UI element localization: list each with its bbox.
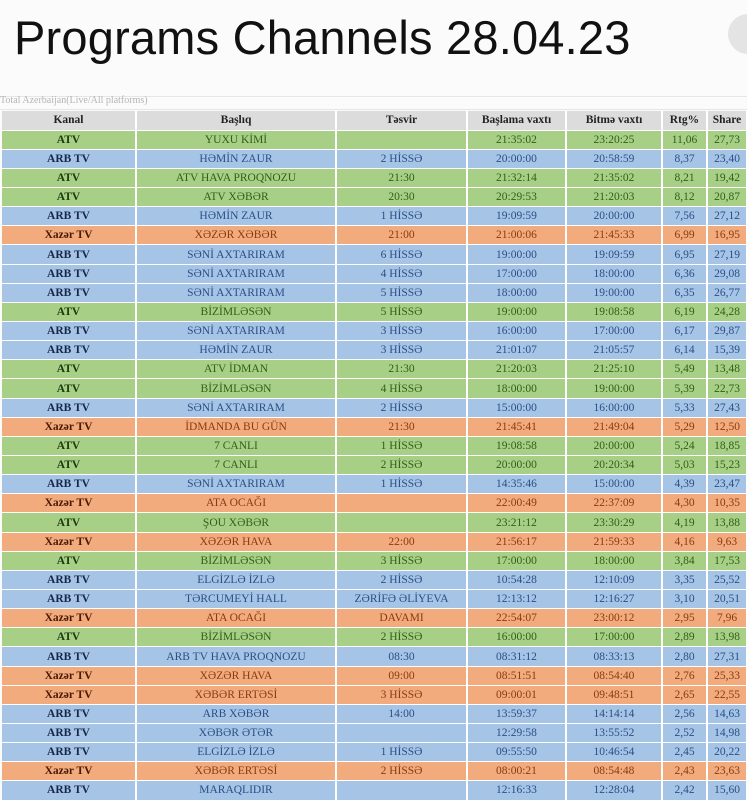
table-row	[2, 149, 747, 168]
cell-start: 20:29:53	[467, 188, 566, 207]
cell-baslq: SƏNİ AXTARIRAM	[136, 264, 336, 283]
cell-kanal: ARB TV	[2, 264, 136, 283]
cell-kanal: ARB TV	[2, 475, 136, 494]
col-header-end: Bitmə vaxtı	[566, 111, 662, 130]
cell-baslq: ELGİZLƏ İZLƏ	[136, 743, 336, 762]
col-header-baslq: Başlıq	[136, 111, 336, 130]
cell-share: 13,88	[707, 513, 747, 532]
cell-baslq: BİZİMLƏSƏN	[136, 628, 336, 647]
cell-start: 14:35:46	[467, 475, 566, 494]
cell-baslq: BİZİMLƏSƏN	[136, 379, 336, 398]
cell-end: 17:00:00	[566, 322, 662, 341]
cell-share: 23,47	[707, 475, 747, 494]
cell-baslq: SƏNİ AXTARIRAM	[136, 283, 336, 302]
cell-start: 17:00:00	[467, 551, 566, 570]
cell-start: 15:00:00	[467, 398, 566, 417]
cell-tesvir: 2 HİSSƏ	[336, 456, 467, 475]
cell-share: 27,19	[707, 245, 747, 264]
cell-end: 20:20:34	[566, 456, 662, 475]
cell-rtg: 3,84	[662, 551, 707, 570]
cell-end: 12:28:04	[566, 781, 662, 800]
cell-kanal: Xazər TV	[2, 685, 136, 704]
cell-baslq: MARAQLIDIR	[136, 781, 336, 800]
cell-end: 10:46:54	[566, 743, 662, 762]
cell-rtg: 5,49	[662, 360, 707, 379]
cell-rtg: 2,43	[662, 762, 707, 781]
cell-share: 27,12	[707, 207, 747, 226]
cell-baslq: ŞOU XƏBƏR	[136, 513, 336, 532]
cell-baslq: HƏMİN ZAUR	[136, 149, 336, 168]
cell-end: 22:37:09	[566, 494, 662, 513]
cell-end: 21:25:10	[566, 360, 662, 379]
cell-share: 22,73	[707, 379, 747, 398]
cell-baslq: ATA OCAĞI	[136, 494, 336, 513]
cell-end: 08:54:40	[566, 666, 662, 685]
cell-share: 20,87	[707, 188, 747, 207]
cell-share: 15,23	[707, 456, 747, 475]
cell-end: 18:00:00	[566, 551, 662, 570]
col-header-tesvir: Təsvir	[336, 111, 467, 130]
cell-start: 18:00:00	[467, 283, 566, 302]
table-row	[2, 647, 747, 666]
cell-tesvir	[336, 494, 467, 513]
cell-rtg: 8,12	[662, 188, 707, 207]
cell-baslq: ATA OCAĞI	[136, 609, 336, 628]
cell-baslq: XƏBƏR ERTƏSİ	[136, 762, 336, 781]
cell-share: 23,40	[707, 149, 747, 168]
cell-baslq: SƏNİ AXTARIRAM	[136, 475, 336, 494]
cell-share: 27,73	[707, 130, 747, 149]
table-row	[2, 551, 747, 570]
cell-end: 21:35:02	[566, 168, 662, 187]
table-row	[2, 322, 747, 341]
cell-kanal: ATV	[2, 513, 136, 532]
cell-kanal: ATV	[2, 302, 136, 321]
cell-kanal: ATV	[2, 456, 136, 475]
cell-start: 20:00:00	[467, 456, 566, 475]
cell-rtg: 4,19	[662, 513, 707, 532]
table-row	[2, 704, 747, 723]
table-row	[2, 207, 747, 226]
cell-rtg: 5,29	[662, 417, 707, 436]
cell-kanal: ATV	[2, 551, 136, 570]
cell-rtg: 5,03	[662, 456, 707, 475]
table-row	[2, 283, 747, 302]
cell-tesvir: 21:30	[336, 360, 467, 379]
cell-tesvir: 20:30	[336, 188, 467, 207]
cell-baslq: XƏBƏR ERTƏSİ	[136, 685, 336, 704]
table-row	[2, 609, 747, 628]
cell-share: 29,87	[707, 322, 747, 341]
cell-kanal: ATV	[2, 379, 136, 398]
cell-kanal: ATV	[2, 360, 136, 379]
cell-tesvir: DAVAMI	[336, 609, 467, 628]
cell-rtg: 6,36	[662, 264, 707, 283]
cell-rtg: 11,06	[662, 130, 707, 149]
cell-end: 12:16:27	[566, 590, 662, 609]
cell-rtg: 8,37	[662, 149, 707, 168]
cell-tesvir: 2 HİSSƏ	[336, 398, 467, 417]
cell-share: 15,39	[707, 341, 747, 360]
scroll-button[interactable]	[728, 14, 747, 54]
table-row	[2, 417, 747, 436]
cell-end: 14:14:14	[566, 704, 662, 723]
cell-tesvir: 2 HİSSƏ	[336, 149, 467, 168]
cell-share: 20,51	[707, 590, 747, 609]
cell-baslq: XƏZƏR HAVA	[136, 532, 336, 551]
cell-start: 19:08:58	[467, 436, 566, 455]
table-row	[2, 302, 747, 321]
cell-end: 12:10:09	[566, 570, 662, 589]
cell-end: 23:30:29	[566, 513, 662, 532]
cell-tesvir: 6 HİSSƏ	[336, 245, 467, 264]
cell-baslq: ARB XƏBƏR	[136, 704, 336, 723]
cell-kanal: ATV	[2, 628, 136, 647]
cell-baslq: İDMANDA BU GÜN	[136, 417, 336, 436]
cell-start: 08:00:21	[467, 762, 566, 781]
cell-tesvir: 5 HİSSƏ	[336, 302, 467, 321]
cell-share: 24,28	[707, 302, 747, 321]
cell-kanal: ARB TV	[2, 743, 136, 762]
cell-rtg: 5,39	[662, 379, 707, 398]
cell-start: 23:21:12	[467, 513, 566, 532]
cell-share: 10,35	[707, 494, 747, 513]
cell-rtg: 6,19	[662, 302, 707, 321]
cell-share: 16,95	[707, 226, 747, 245]
cell-share: 14,63	[707, 704, 747, 723]
col-header-kanal: Kanal	[2, 111, 136, 130]
cell-tesvir: 14:00	[336, 704, 467, 723]
cell-kanal: Xazər TV	[2, 609, 136, 628]
cell-share: 14,98	[707, 724, 747, 743]
table-row	[2, 743, 747, 762]
cell-rtg: 6,17	[662, 322, 707, 341]
cell-rtg: 2,56	[662, 704, 707, 723]
cell-end: 08:54:48	[566, 762, 662, 781]
cell-baslq: HƏMİN ZAUR	[136, 207, 336, 226]
cell-tesvir: 1 HİSSƏ	[336, 207, 467, 226]
table-row	[2, 513, 747, 532]
cell-tesvir	[336, 781, 467, 800]
cell-tesvir: 21:30	[336, 417, 467, 436]
cell-share: 12,50	[707, 417, 747, 436]
cell-baslq: ELGİZLƏ İZLƏ	[136, 570, 336, 589]
cell-kanal: ARB TV	[2, 724, 136, 743]
table-row	[2, 226, 747, 245]
cell-end: 19:00:00	[566, 283, 662, 302]
cell-start: 10:54:28	[467, 570, 566, 589]
cell-end: 20:00:00	[566, 436, 662, 455]
cell-start: 22:54:07	[467, 609, 566, 628]
table-row	[2, 590, 747, 609]
cell-tesvir: 1 HİSSƏ	[336, 436, 467, 455]
cell-tesvir: 08:30	[336, 647, 467, 666]
table-subtitle: Total Azerbaijan(Live/All platforms)	[0, 95, 148, 106]
cell-tesvir: 1 HİSSƏ	[336, 475, 467, 494]
col-header-rtg: Rtg%	[662, 111, 707, 130]
cell-kanal: ARB TV	[2, 647, 136, 666]
cell-baslq: ATV XƏBƏR	[136, 188, 336, 207]
cell-start: 19:00:00	[467, 245, 566, 264]
cell-share: 26,77	[707, 283, 747, 302]
table-row	[2, 360, 747, 379]
cell-start: 20:00:00	[467, 149, 566, 168]
cell-baslq: ATV İDMAN	[136, 360, 336, 379]
cell-share: 15,60	[707, 781, 747, 800]
cell-tesvir: 3 HİSSƏ	[336, 341, 467, 360]
cell-tesvir: 1 HİSSƏ	[336, 743, 467, 762]
cell-baslq: ARB TV HAVA PROQNOZU	[136, 647, 336, 666]
table-row	[2, 398, 747, 417]
cell-baslq: TƏRCUMEYİ HALL	[136, 590, 336, 609]
cell-kanal: Xazər TV	[2, 494, 136, 513]
cell-end: 20:00:00	[566, 207, 662, 226]
cell-tesvir: 3 HİSSƏ	[336, 685, 467, 704]
table-row	[2, 341, 747, 360]
cell-share: 27,43	[707, 398, 747, 417]
cell-rtg: 8,21	[662, 168, 707, 187]
cell-end: 21:05:57	[566, 341, 662, 360]
cell-kanal: ARB TV	[2, 590, 136, 609]
cell-baslq: HƏMİN ZAUR	[136, 341, 336, 360]
cell-end: 15:00:00	[566, 475, 662, 494]
cell-tesvir: 3 HİSSƏ	[336, 551, 467, 570]
col-header-start: Başlama vaxtı	[467, 111, 566, 130]
cell-start: 09:55:50	[467, 743, 566, 762]
cell-rtg: 4,30	[662, 494, 707, 513]
cell-start: 12:16:33	[467, 781, 566, 800]
cell-baslq: YUXU KİMİ	[136, 130, 336, 149]
table-row	[2, 456, 747, 475]
cell-rtg: 3,10	[662, 590, 707, 609]
cell-tesvir	[336, 130, 467, 149]
cell-share: 27,31	[707, 647, 747, 666]
cell-kanal: ARB TV	[2, 341, 136, 360]
cell-share: 20,22	[707, 743, 747, 762]
cell-start: 18:00:00	[467, 379, 566, 398]
cell-start: 21:35:02	[467, 130, 566, 149]
table-row	[2, 781, 747, 800]
cell-rtg: 7,56	[662, 207, 707, 226]
cell-baslq: XƏZƏR XƏBƏR	[136, 226, 336, 245]
cell-share: 25,52	[707, 570, 747, 589]
table-row	[2, 264, 747, 283]
cell-end: 16:00:00	[566, 398, 662, 417]
cell-baslq: XƏZƏR HAVA	[136, 666, 336, 685]
table-row	[2, 379, 747, 398]
cell-start: 21:20:03	[467, 360, 566, 379]
cell-baslq: XƏBƏR ƏTƏR	[136, 724, 336, 743]
col-header-share: Share	[707, 111, 747, 130]
page-title: Programs Channels 28.04.23	[14, 11, 631, 64]
cell-start: 21:01:07	[467, 341, 566, 360]
table-row	[2, 724, 747, 743]
table-body	[2, 130, 747, 800]
cell-end: 09:48:51	[566, 685, 662, 704]
cell-share: 7,96	[707, 609, 747, 628]
cell-baslq: 7 CANLI	[136, 456, 336, 475]
cell-end: 23:20:25	[566, 130, 662, 149]
cell-kanal: ATV	[2, 130, 136, 149]
cell-start: 17:00:00	[467, 264, 566, 283]
cell-share: 23,63	[707, 762, 747, 781]
cell-rtg: 4,39	[662, 475, 707, 494]
cell-end: 19:08:58	[566, 302, 662, 321]
cell-rtg: 4,16	[662, 532, 707, 551]
cell-tesvir: 2 HİSSƏ	[336, 570, 467, 589]
table-row	[2, 494, 747, 513]
cell-rtg: 2,65	[662, 685, 707, 704]
cell-tesvir: 4 HİSSƏ	[336, 264, 467, 283]
cell-share: 9,63	[707, 532, 747, 551]
table-header-row	[2, 111, 747, 130]
cell-share: 13,48	[707, 360, 747, 379]
cell-rtg: 6,35	[662, 283, 707, 302]
table-row	[2, 628, 747, 647]
cell-kanal: ARB TV	[2, 398, 136, 417]
cell-end: 19:09:59	[566, 245, 662, 264]
cell-start: 08:51:51	[467, 666, 566, 685]
cell-rtg: 2,45	[662, 743, 707, 762]
cell-tesvir: 22:00	[336, 532, 467, 551]
cell-end: 21:20:03	[566, 188, 662, 207]
table-row	[2, 168, 747, 187]
cell-kanal: Xazər TV	[2, 762, 136, 781]
cell-tesvir: 2 HİSSƏ	[336, 762, 467, 781]
cell-share: 25,33	[707, 666, 747, 685]
cell-share: 13,98	[707, 628, 747, 647]
cell-rtg: 2,95	[662, 609, 707, 628]
cell-start: 16:00:00	[467, 322, 566, 341]
cell-share: 22,55	[707, 685, 747, 704]
cell-baslq: SƏNİ AXTARIRAM	[136, 245, 336, 264]
cell-start: 19:00:00	[467, 302, 566, 321]
table-row	[2, 436, 747, 455]
cell-kanal: ATV	[2, 168, 136, 187]
cell-share: 29,08	[707, 264, 747, 283]
cell-rtg: 5,33	[662, 398, 707, 417]
ratings-table	[2, 111, 747, 800]
cell-tesvir: 09:00	[336, 666, 467, 685]
cell-rtg: 6,95	[662, 245, 707, 264]
cell-end: 21:49:04	[566, 417, 662, 436]
cell-share: 18,85	[707, 436, 747, 455]
cell-tesvir: ZƏRİFƏ ƏLİYEVA	[336, 590, 467, 609]
cell-baslq: BİZİMLƏSƏN	[136, 302, 336, 321]
table-row	[2, 532, 747, 551]
cell-start: 16:00:00	[467, 628, 566, 647]
cell-kanal: ATV	[2, 188, 136, 207]
cell-rtg: 2,80	[662, 647, 707, 666]
cell-tesvir	[336, 724, 467, 743]
cell-rtg: 2,42	[662, 781, 707, 800]
table-row	[2, 666, 747, 685]
cell-tesvir: 21:30	[336, 168, 467, 187]
cell-kanal: ARB TV	[2, 207, 136, 226]
cell-baslq: 7 CANLI	[136, 436, 336, 455]
table-row	[2, 475, 747, 494]
cell-tesvir: 4 HİSSƏ	[336, 379, 467, 398]
cell-rtg: 2,89	[662, 628, 707, 647]
table-row	[2, 130, 747, 149]
table-row	[2, 570, 747, 589]
cell-kanal: ARB TV	[2, 570, 136, 589]
cell-end: 19:00:00	[566, 379, 662, 398]
cell-start: 22:00:49	[467, 494, 566, 513]
cell-share: 17,53	[707, 551, 747, 570]
table-row	[2, 762, 747, 781]
cell-rtg: 2,52	[662, 724, 707, 743]
cell-start: 08:31:12	[467, 647, 566, 666]
cell-start: 21:32:14	[467, 168, 566, 187]
cell-start: 12:29:58	[467, 724, 566, 743]
table-row	[2, 188, 747, 207]
cell-tesvir: 5 HİSSƏ	[336, 283, 467, 302]
table-row	[2, 245, 747, 264]
cell-end: 21:59:33	[566, 532, 662, 551]
cell-end: 08:33:13	[566, 647, 662, 666]
cell-baslq: BİZİMLƏSƏN	[136, 551, 336, 570]
cell-kanal: ATV	[2, 436, 136, 455]
cell-start: 13:59:37	[467, 704, 566, 723]
cell-end: 23:00:12	[566, 609, 662, 628]
cell-start: 19:09:59	[467, 207, 566, 226]
cell-kanal: Xazər TV	[2, 666, 136, 685]
cell-rtg: 5,24	[662, 436, 707, 455]
cell-tesvir: 21:00	[336, 226, 467, 245]
cell-tesvir	[336, 513, 467, 532]
cell-start: 09:00:01	[467, 685, 566, 704]
cell-kanal: ARB TV	[2, 245, 136, 264]
cell-end: 17:00:00	[566, 628, 662, 647]
cell-start: 12:13:12	[467, 590, 566, 609]
cell-baslq: SƏNİ AXTARIRAM	[136, 322, 336, 341]
cell-kanal: Xazər TV	[2, 226, 136, 245]
cell-end: 20:58:59	[566, 149, 662, 168]
cell-start: 21:56:17	[467, 532, 566, 551]
cell-kanal: Xazər TV	[2, 532, 136, 551]
cell-share: 19,42	[707, 168, 747, 187]
cell-kanal: ARB TV	[2, 704, 136, 723]
cell-rtg: 6,99	[662, 226, 707, 245]
cell-rtg: 3,35	[662, 570, 707, 589]
cell-kanal: ARB TV	[2, 322, 136, 341]
cell-rtg: 6,14	[662, 341, 707, 360]
cell-baslq: SƏNİ AXTARIRAM	[136, 398, 336, 417]
table-row	[2, 685, 747, 704]
cell-end: 21:45:33	[566, 226, 662, 245]
cell-tesvir: 2 HİSSƏ	[336, 628, 467, 647]
cell-kanal: ARB TV	[2, 149, 136, 168]
cell-start: 21:00:06	[467, 226, 566, 245]
cell-end: 18:00:00	[566, 264, 662, 283]
cell-kanal: ARB TV	[2, 283, 136, 302]
cell-end: 13:55:52	[566, 724, 662, 743]
cell-kanal: ARB TV	[2, 781, 136, 800]
cell-baslq: ATV HAVA PROQNOZU	[136, 168, 336, 187]
cell-rtg: 2,76	[662, 666, 707, 685]
cell-start: 21:45:41	[467, 417, 566, 436]
cell-tesvir: 3 HİSSƏ	[336, 322, 467, 341]
cell-kanal: Xazər TV	[2, 417, 136, 436]
